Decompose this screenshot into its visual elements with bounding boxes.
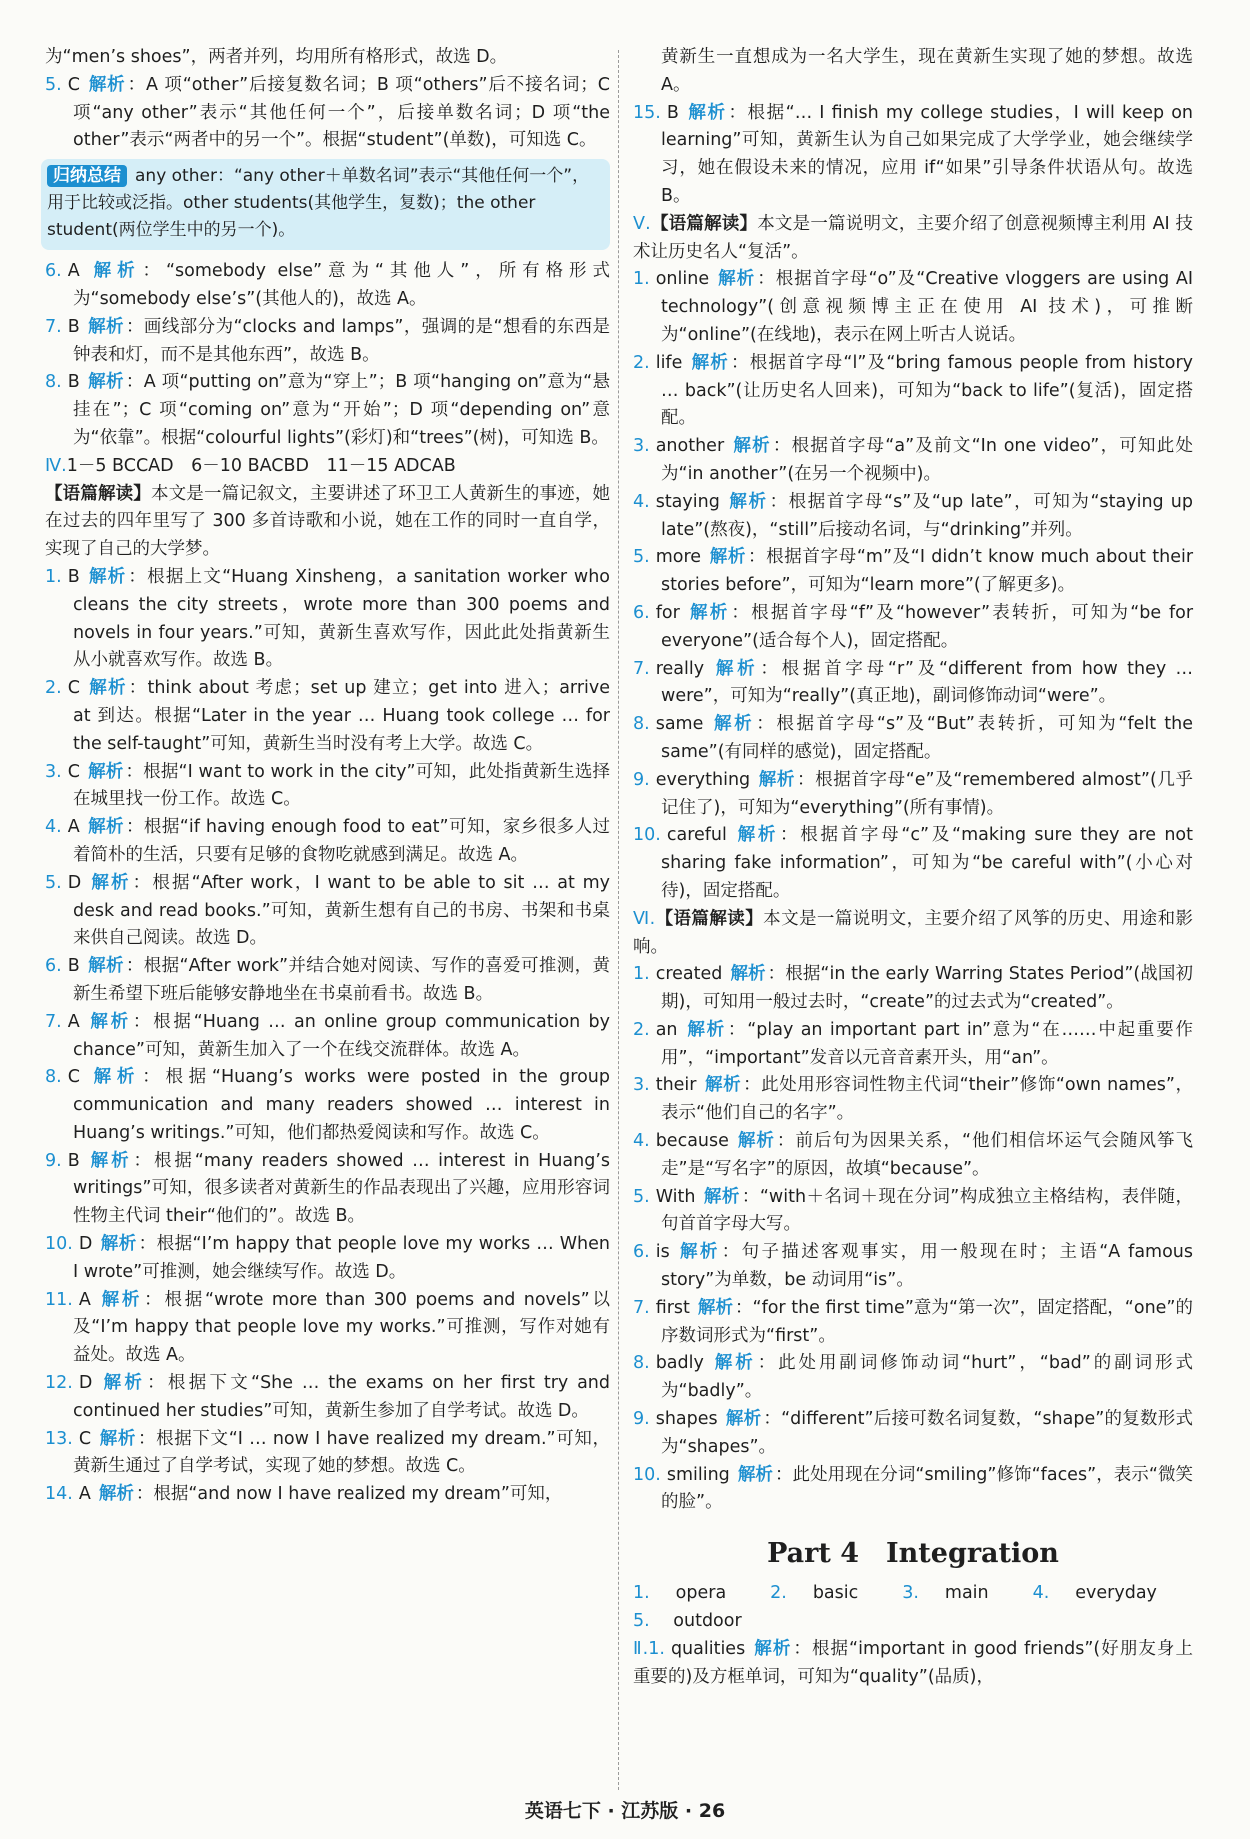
answer-item: 4. A 解析 ：根据“if having enough food to eat”可知，家乡很多人过着简朴的生活，只要有足够的食物吃就感到满足。故选 A。 (45, 817, 610, 865)
answer-item: 11. A 解析 ：根据“wrote more than 300 poems and novels”以及“I’m happy that people love my works.”可推测，写作对她有益处。故选 A。 (45, 1289, 611, 1366)
answer-item: 1. B 解析 ：根据上文“Huang Xinsheng，a sanitation worker who cleans the city streets，wrote more than 300 poems and novels in four years.”可知，黄新生喜欢写作，因此此处指黄新生从小就喜欢写作。故选 B。 (45, 566, 611, 671)
answer-item: 7. A 解析 ：根据“Huang … an online group communication by chance”可知，黄新生加入了一个在线交流群体。故选 A。 (45, 1011, 611, 1060)
right-column (633, 44, 1193, 1691)
answer-item: 6. B 解析 ：根据“After work”并结合她对阅读、写作的喜爱可推测，黄新生希望下班后能够安静地坐在书桌前看书。故选 B。 (45, 956, 610, 1004)
answer-item: 10. smiling 解析 ：此处用现在分词“smiling”修饰“faces”，表示“微笑的脸”。 (633, 1464, 1194, 1513)
answer-item: 3. another 解析 ：根据首字母“a”及前文“In one video”，可知此处为“in another”(在另一个视频中)。 (633, 436, 1194, 484)
part-title: Part 4 Integration (767, 1538, 1059, 1570)
answer-item: 13. C 解析 ：根据下文“I … now I have realized my dream.”可知，黄新生通过了自学考试，实现了她的梦想。故选 C。 (45, 1428, 611, 1477)
answer-item: 7. really 解析 ：根据首字母“r”及“different from how they … were”，可知为“really”(真正地)，副词修饰动词“were”。 (633, 658, 1194, 707)
summary-box: 归纳总结 any other：“any other＋单数名词”表示“其他任何一个”，用于比较或泛指。other students(其他学生，复数)；the other student(两位学生中的另一个)。 (41, 159, 610, 250)
passage-intro: Ⅴ.【语篇解读】本文是一篇说明文，主要介绍了创意视频博主利用 AI 技术让历史名人“复活”。 (633, 213, 1193, 262)
answer-item: 1. created 解析 ：根据“in the early Warring States Period”(战国初期)，可知用一般过去时，“create”的过去式为“created”。 (633, 964, 1194, 1013)
answer-item: Ⅱ.1. qualities 解析 ：根据“important in good friends”(好朋友身上重要的)及方框单词，可知为“quality”(品质)， (633, 1638, 1193, 1687)
answer-item: 6. A 解析 ：“somebody else”意为“其他人”，所有格形式为“somebody else’s”(其他人的)，故选 A。 (45, 261, 611, 309)
answer-item: 4. staying 解析 ：根据首字母“s”及“up late”，可知为“staying up late”(熬夜)，“still”后接动名词，与“drinking”并列。 (633, 491, 1194, 540)
answer-item: 8. C 解析 ：根据“Huang’s works were posted in the group communication and many readers showed … interest in Huang’s writings.”可知，他们都热爱阅读和写作。故选 C。 (45, 1067, 611, 1143)
section-answers: Ⅳ.1－5 BCCAD 6－10 BACBD 11－15 ADCAB (45, 455, 456, 476)
answer-item: 1. online 解析 ：根据首字母“o”及“Creative vloggers are using AI technology”(创意视频博主正在使用 AI 技术)，可推断为“online”(在线地)，表示在网上听古人说话。 (633, 269, 1194, 345)
answer-item: 5. D 解析 ：根据“After work，I want to be able to sit … at my desk and read books.”可知，黄新生想有自己的书房、书架和书桌来供自己阅读。故选 D。 (45, 872, 610, 949)
answer-item: 7. first 解析 ：“for the first time”意为“第一次”，固定搭配，“one”的序数词形式为“first”。 (633, 1297, 1194, 1346)
answer-item: 9. everything 解析 ：根据首字母“e”及“remembered almost”(几乎记住了)，可知为“everything”(所有事情)。 (633, 769, 1194, 818)
answer-item: 7. B 解析 ：画线部分为“clocks and lamps”，强调的是“想看的东西是钟表和灯，而不是其他东西”，故选 B。 (45, 316, 611, 365)
column-divider (618, 50, 619, 1790)
continued-line: 为“men’s shoes”，两者并列，均用所有格形式，故选 D。 (45, 47, 508, 67)
answer-item: 2. C 解析 ：think about 考虑；set up 建立；get into 进入；arrive at 到达。根据“Later in the year … Huang took college … for the self-taught”可知，黄新生当时没有考上大学。故选 C。 (45, 678, 611, 754)
left-column (45, 44, 610, 1509)
answer-item: 5. C 解析 ：A 项“other”后接复数名词；B 项“others”后不接名词；C 项“any other”表示“其他任何一个”，后接单数名词；D 项“the other”表示“两者中的另一个”。根据“student”(单数)，可知选 C。 (45, 74, 610, 151)
answer-item: 10. D 解析 ：根据“I’m happy that people love my works … When I wrote”可推测，她会继续写作。故选 D。 (45, 1234, 610, 1282)
answer-item: 3. C 解析 ：根据“I want to work in the city”可知，此处指黄新生选择在城里找一份工作。故选 C。 (45, 761, 611, 810)
answer-item: 5. With 解析 ：“with＋名词＋现在分词”构成独立主格结构，表伴随，句首首字母大写。 (633, 1186, 1194, 1235)
answer-item: 12. D 解析 ：根据下文“She … the exams on her first try and continued her studies”可知，黄新生参加了自学考试。故选 D。 (45, 1373, 611, 1421)
page-footer: 英语七下 · 江苏版 · 26 (524, 1800, 726, 1822)
answer-item: 15. B 解析 ：根据“… I finish my college studies，I will keep on learning”可知，黄新生认为自己如果完成了大学学业，她会继续学习，她在假设未来的情况，应用 if“如果”引导条件状语从句。故选 B。 (633, 102, 1194, 206)
answer-item: 6. is 解析 ：句子描述客观事实，用一般现在时；主语“A famous story”为单数，be 动词用“is”。 (633, 1242, 1194, 1291)
passage-intro: 【语篇解读】本文是一篇记叙文，主要讲述了环卫工人黄新生的事迹，她在过去的四年里写了 300 多首诗歌和小说，她在工作的同时一直自学，实现了自己的大学梦。 (45, 483, 610, 560)
continued-line: 黄新生一直想成为一名大学生，现在黄新生实现了她的梦想。故选 A。 (661, 47, 1193, 95)
answer-item: 8. badly 解析 ：此处用副词修饰动词“hurt”，“bad”的副词形式为“badly”。 (633, 1353, 1194, 1402)
answer-item: 5. more 解析 ：根据首字母“m”及“I didn’t know much about their stories before”，可知为“learn more”(了解更多)。 (633, 547, 1194, 596)
answer-item: 10. careful 解析 ：根据首字母“c”及“making sure they are not sharing fake information”，可知为“be careful with”(小心对待)，固定搭配。 (633, 825, 1193, 901)
answer-item: 3. their 解析 ：此处用形容词性物主代词“their”修饰“own names”，表示“他们自己的名字”。 (633, 1075, 1194, 1124)
summary-tag: 归纳总结 (47, 165, 127, 187)
passage-intro: Ⅵ.【语篇解读】本文是一篇说明文，主要介绍了风筝的历史、用途和影响。 (633, 908, 1193, 957)
answer-item: 14. A 解析 ：根据“and now I have realized my dream”可知， (45, 1484, 563, 1505)
answer-item: 6. for 解析 ：根据首字母“f”及“however”表转折，可知为“be for everyone”(适合每个人)，固定搭配。 (633, 602, 1194, 651)
answer-item: 2. life 解析 ：根据首字母“l”及“bring famous people from history … back”(让历史名人回来)，可知为“back to life”(复活)，固定搭配。 (633, 352, 1194, 429)
answer-item: 9. B 解析 ：根据“many readers showed … interest in Huang’s writings”可知，很多读者对黄新生的作品表现出了兴趣，应用形容词性物主代词 their“他们的”。故选 B。 (45, 1150, 611, 1227)
answer-item: 2. an 解析 ：“play an important part in”意为“在……中起重要作用”，“important”发音以元音音素开头，用“an”。 (633, 1019, 1193, 1068)
answer-item: 8. same 解析 ：根据首字母“s”及“But”表转折，可知为“felt the same”(有同样的感觉)，固定搭配。 (633, 714, 1194, 762)
part4-answers: 1. opera 2. basic 3. main 4. everyday 5. outdoor (633, 1583, 1157, 1632)
answer-item: 9. shapes 解析 ：“different”后接可数名词复数，“shape”的复数形式为“shapes”。 (633, 1409, 1193, 1457)
answer-item: 8. B 解析 ：A 项“putting on”意为“穿上”；B 项“hanging on”意为“悬挂在”；C 项“coming on”意为“开始”；D 项“depending on”意为“依靠”。根据“colourful lights”(彩灯)和“trees”(树)，可知选 B。 (45, 372, 611, 448)
answer-item: 4. because 解析 ：前后句为因果关系，“他们相信坏运气会随风筝飞走”是“写名字”的原因，故填“because”。 (633, 1131, 1194, 1179)
